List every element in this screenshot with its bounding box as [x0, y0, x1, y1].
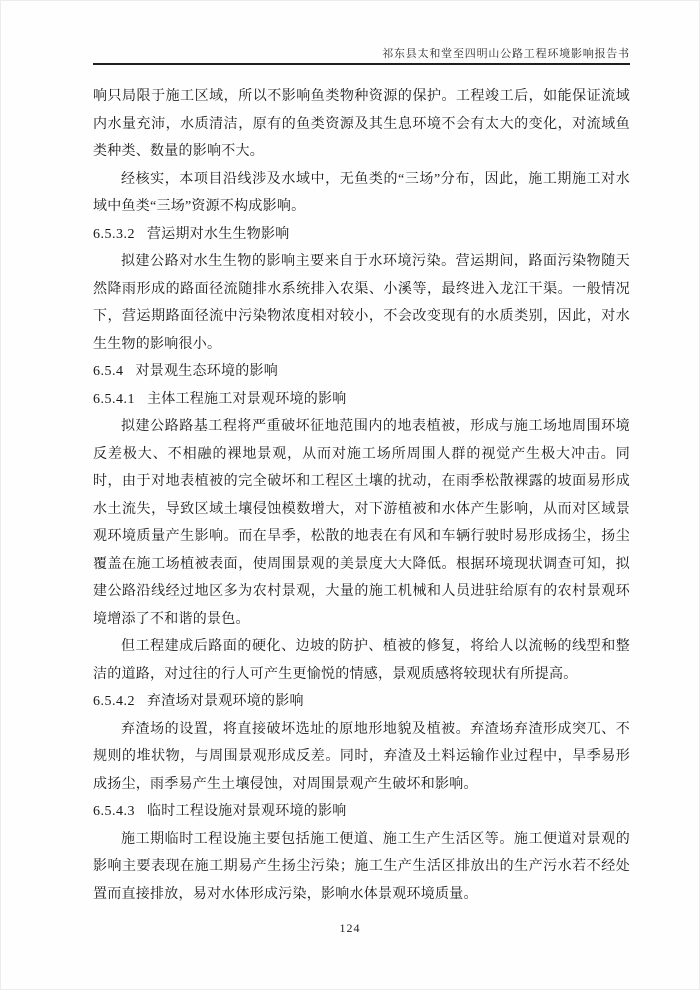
heading-number: 6.5.4.2 [93, 694, 135, 709]
paragraph-construction-landscape-impact: 拟建公路路基工程将严重破坏征地范围内的地表植被，形成与施工场地周围环境反差极大、不相融的裸地景观，从而对施工场所周围人群的视觉产生极大冲击。同时，由于对地表植被的完全破坏和工程区土壤的扰动，在雨季松散裸露的坡面易形成水土流失，导致区域土壤侵蚀模数增大，对下游植被和水体产生影响，从而对区域景观环境质量产生影响。而在旱季，松散的地表在有风和车辆行驶时易形成扬尘，扬尘覆盖在施工场植被表面，使周围景观的美景度大大降低。根据环境现状调查可知，拟建公路沿线经过地区多为农村景观，大量的施工机械和人员进驻给原有的农村景观环境增添了不和谐的景色。 [93, 419, 630, 627]
heading-title: 主体工程施工对景观环境的影响 [147, 391, 347, 407]
page-body [93, 83, 630, 908]
heading-title: 弃渣场对景观环境的影响 [147, 694, 304, 709]
section-heading-6-5-4 [93, 358, 630, 386]
paragraph-operation-aquatic-impact: 拟建公路对水生生物的影响主要来自于水环境污染。营运期间，路面污染物随天然降雨形成的路面径流随排水系统排入农渠、小溪等，最终进入龙江干渠。一般情况下，营运期路面径流中污染物浓度相对较小，不会改变现有的水质类别，因此，对水生生物的影响很小。 [93, 254, 630, 352]
heading-number: 6.5.4.1 [93, 391, 135, 407]
paragraph-temporary-facilities-impact: 施工期临时工程设施主要包括施工便道、施工生产生活区等。施工便道对景观的影响主要表现在施工期易产生扬尘污染；施工生产生活区排放出的生产污水若不经处置而直接排放，易对水体形成污染，影响水体景观环境质量。 [93, 831, 630, 902]
running-header-title: 祁东县太和堂至四明山公路工程环境影响报告书 [382, 48, 630, 60]
section-heading-6-5-3-2 [93, 221, 630, 249]
section-heading-6-5-4-1 [93, 386, 630, 414]
page-number: 124 [339, 921, 361, 935]
heading-title: 临时工程设施对景观环境的影响 [147, 804, 347, 819]
section-heading-6-5-4-2 [93, 688, 630, 716]
heading-number: 6.5.4 [93, 364, 124, 379]
heading-number: 6.5.4.3 [93, 804, 135, 819]
header-rule [93, 63, 630, 65]
paragraph-post-construction-improvement: 但工程建成后路面的硬化、边坡的防护、植被的修复，将给人以流畅的线型和整洁的道路，对过往的行人可产生更愉悦的情感，景观质感将较现状有所提高。 [93, 639, 630, 682]
paragraph-three-grounds: 经核实，本项目沿线涉及水域中，无鱼类的“三场”分布，因此，施工期施工对水域中鱼类“三场”资源不构成影响。 [93, 171, 630, 214]
section-heading-6-5-4-3 [93, 798, 630, 826]
heading-title: 营运期对水生生物影响 [147, 226, 290, 242]
heading-number: 6.5.3.2 [93, 226, 135, 242]
paragraph-fish-protection: 响只局限于施工区域，所以不影响鱼类物种资源的保护。工程竣工后，如能保证流域内水量充沛，水质清洁，原有的鱼类资源及其生息环境不会有太大的变化，对流域鱼类种类、数量的影响不大。 [93, 89, 630, 159]
heading-title: 对景观生态环境的影响 [135, 364, 278, 379]
paragraph-spoil-ground-impact: 弃渣场的设置，将直接破坏选址的原地形地貌及植被。弃渣场弃渣形成突兀、不规则的堆状物，与周围景观形成反差。同时，弃渣及土料运输作业过程中，旱季易形成扬尘，雨季易产生土壤侵蚀，对周围景观产生破坏和影响。 [93, 721, 630, 792]
